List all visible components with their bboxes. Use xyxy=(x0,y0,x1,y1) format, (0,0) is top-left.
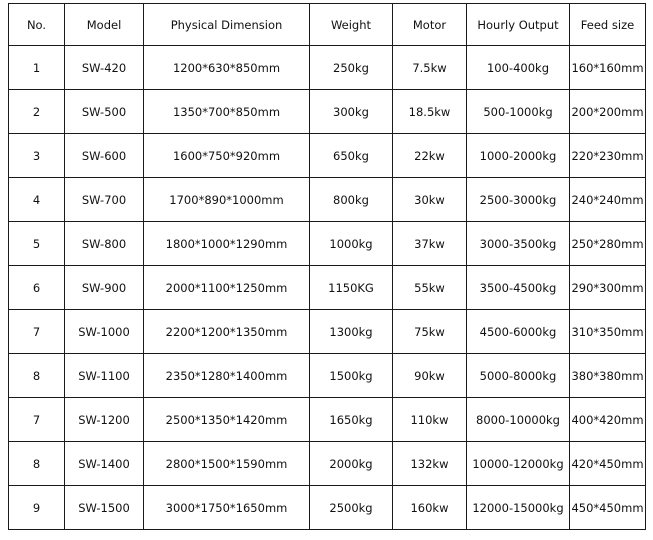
cell-weight: 1000kg xyxy=(310,222,393,266)
cell-hourly-output: 4500-6000kg xyxy=(467,310,570,354)
header-row xyxy=(9,4,646,46)
cell-feed-size: 240*240mm xyxy=(570,178,646,222)
cell-motor: 75kw xyxy=(393,310,467,354)
cell-hourly-output: 2500-3000kg xyxy=(467,178,570,222)
table-row xyxy=(9,46,646,90)
header-motor: Motor xyxy=(393,4,467,46)
spec-table-body xyxy=(9,46,646,530)
cell-weight: 2000kg xyxy=(310,442,393,486)
cell-model: SW-900 xyxy=(65,266,144,310)
cell-no: 6 xyxy=(9,266,65,310)
cell-hourly-output: 500-1000kg xyxy=(467,90,570,134)
cell-motor: 55kw xyxy=(393,266,467,310)
cell-weight: 1650kg xyxy=(310,398,393,442)
cell-model: SW-1100 xyxy=(65,354,144,398)
cell-weight: 2500kg xyxy=(310,486,393,530)
cell-feed-size: 420*450mm xyxy=(570,442,646,486)
cell-physical-dimension: 1350*700*850mm xyxy=(144,90,310,134)
table-row xyxy=(9,266,646,310)
cell-model: SW-1200 xyxy=(65,398,144,442)
cell-motor: 160kw xyxy=(393,486,467,530)
cell-feed-size: 250*280mm xyxy=(570,222,646,266)
cell-model: SW-1000 xyxy=(65,310,144,354)
cell-hourly-output: 5000-8000kg xyxy=(467,354,570,398)
cell-hourly-output: 1000-2000kg xyxy=(467,134,570,178)
cell-weight: 250kg xyxy=(310,46,393,90)
cell-feed-size: 200*200mm xyxy=(570,90,646,134)
header-feed-size: Feed size xyxy=(570,4,646,46)
cell-no: 2 xyxy=(9,90,65,134)
cell-model: SW-700 xyxy=(65,178,144,222)
cell-feed-size: 220*230mm xyxy=(570,134,646,178)
table-row xyxy=(9,486,646,530)
cell-motor: 18.5kw xyxy=(393,90,467,134)
cell-feed-size: 450*450mm xyxy=(570,486,646,530)
header-weight: Weight xyxy=(310,4,393,46)
cell-no: 1 xyxy=(9,46,65,90)
cell-hourly-output: 3000-3500kg xyxy=(467,222,570,266)
cell-feed-size: 380*380mm xyxy=(570,354,646,398)
table-row xyxy=(9,178,646,222)
cell-motor: 90kw xyxy=(393,354,467,398)
cell-hourly-output: 8000-10000kg xyxy=(467,398,570,442)
cell-motor: 22kw xyxy=(393,134,467,178)
cell-weight: 1150KG xyxy=(310,266,393,310)
cell-feed-size: 160*160mm xyxy=(570,46,646,90)
cell-weight: 300kg xyxy=(310,90,393,134)
cell-model: SW-1400 xyxy=(65,442,144,486)
header-physical-dimension: Physical Dimension xyxy=(144,4,310,46)
cell-physical-dimension: 2800*1500*1590mm xyxy=(144,442,310,486)
table-row xyxy=(9,222,646,266)
cell-motor: 110kw xyxy=(393,398,467,442)
cell-physical-dimension: 1700*890*1000mm xyxy=(144,178,310,222)
cell-motor: 37kw xyxy=(393,222,467,266)
cell-feed-size: 310*350mm xyxy=(570,310,646,354)
cell-no: 4 xyxy=(9,178,65,222)
cell-hourly-output: 3500-4500kg xyxy=(467,266,570,310)
cell-weight: 650kg xyxy=(310,134,393,178)
cell-physical-dimension: 3000*1750*1650mm xyxy=(144,486,310,530)
cell-hourly-output: 12000-15000kg xyxy=(467,486,570,530)
table-row xyxy=(9,398,646,442)
cell-physical-dimension: 2350*1280*1400mm xyxy=(144,354,310,398)
cell-physical-dimension: 2000*1100*1250mm xyxy=(144,266,310,310)
cell-no: 7 xyxy=(9,310,65,354)
header-no: No. xyxy=(9,4,65,46)
cell-no: 9 xyxy=(9,486,65,530)
table-row xyxy=(9,442,646,486)
cell-model: SW-600 xyxy=(65,134,144,178)
cell-no: 7 xyxy=(9,398,65,442)
spec-table xyxy=(8,3,646,530)
cell-feed-size: 290*300mm xyxy=(570,266,646,310)
cell-motor: 30kw xyxy=(393,178,467,222)
cell-physical-dimension: 1800*1000*1290mm xyxy=(144,222,310,266)
cell-physical-dimension: 2500*1350*1420mm xyxy=(144,398,310,442)
table-row xyxy=(9,90,646,134)
cell-no: 3 xyxy=(9,134,65,178)
cell-motor: 132kw xyxy=(393,442,467,486)
cell-no: 8 xyxy=(9,354,65,398)
cell-model: SW-500 xyxy=(65,90,144,134)
cell-physical-dimension: 1200*630*850mm xyxy=(144,46,310,90)
cell-no: 5 xyxy=(9,222,65,266)
cell-model: SW-800 xyxy=(65,222,144,266)
cell-weight: 1500kg xyxy=(310,354,393,398)
cell-hourly-output: 10000-12000kg xyxy=(467,442,570,486)
cell-physical-dimension: 2200*1200*1350mm xyxy=(144,310,310,354)
cell-feed-size: 400*420mm xyxy=(570,398,646,442)
cell-weight: 800kg xyxy=(310,178,393,222)
cell-model: SW-420 xyxy=(65,46,144,90)
cell-no: 8 xyxy=(9,442,65,486)
header-model: Model xyxy=(65,4,144,46)
spec-table-header xyxy=(9,4,646,46)
header-hourly-output: Hourly Output xyxy=(467,4,570,46)
cell-hourly-output: 100-400kg xyxy=(467,46,570,90)
cell-weight: 1300kg xyxy=(310,310,393,354)
table-row xyxy=(9,134,646,178)
cell-motor: 7.5kw xyxy=(393,46,467,90)
table-row xyxy=(9,354,646,398)
cell-model: SW-1500 xyxy=(65,486,144,530)
cell-physical-dimension: 1600*750*920mm xyxy=(144,134,310,178)
table-row xyxy=(9,310,646,354)
